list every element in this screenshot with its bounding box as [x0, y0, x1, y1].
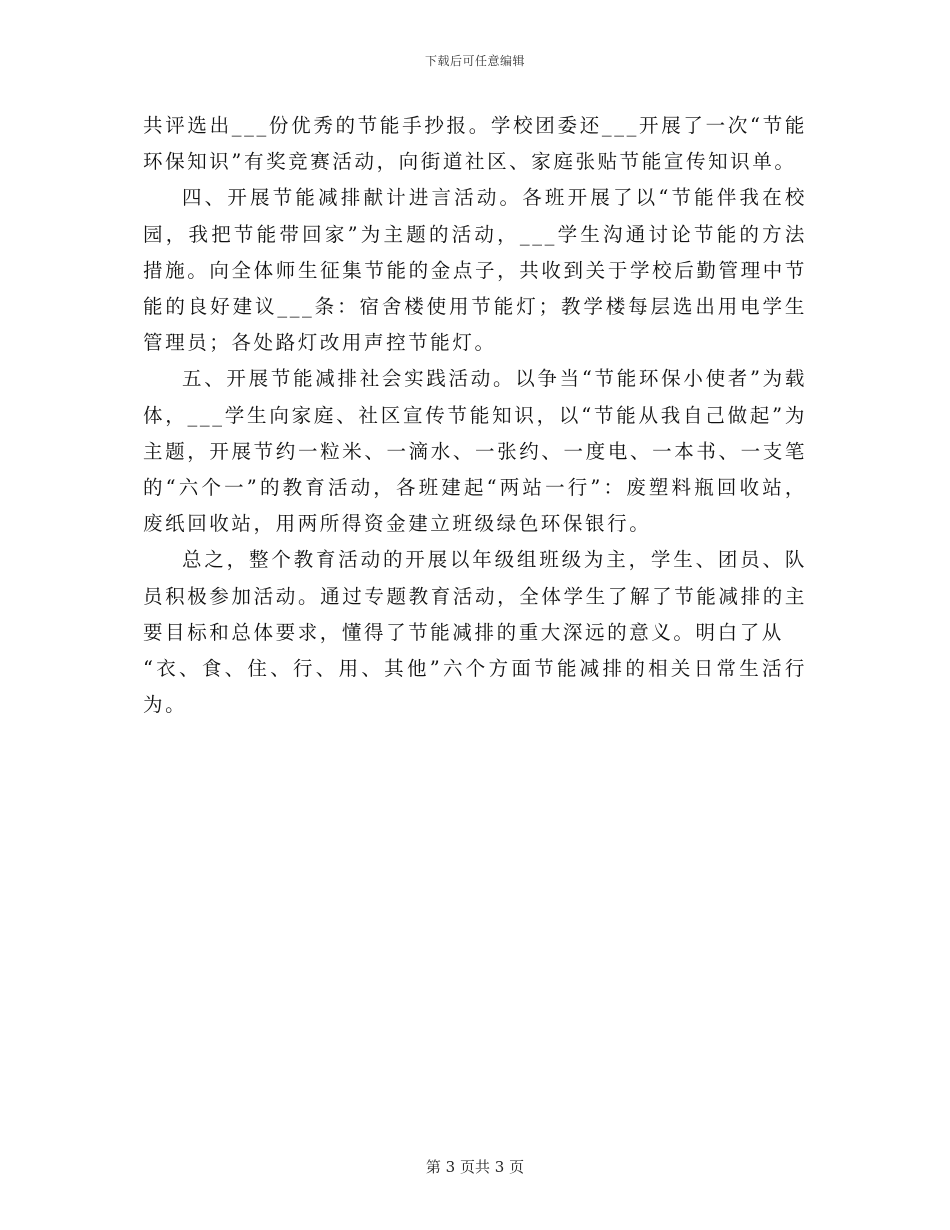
- paragraph-section-four: 四、开展节能减排献计进言活动。各班开展了以“节能伴我在校园，我把节能带回家”为主题的活动，___学生沟通讨论节能的方法措施。向全体师生征集节能的金点子，共收到关于学校后勤管理中节能的良好建议___条：宿舍楼使用节能灯；教学楼每层选出用电学生管理员；各处路灯改用声控节能灯。: [143, 186, 807, 355]
- page-header: 下载后可任意编辑: [424, 54, 525, 68]
- paragraph-continued: 共评选出___份优秀的节能手抄报。学校团委还___开展了一次“节能环保知识”有奖竞赛活动，向街道社区、家庭张贴节能宣传知识单。: [143, 114, 807, 174]
- paragraph-conclusion: 总之，整个教育活动的开展以年级组班级为主，学生、团员、队员积极参加活动。通过专题教育活动，全体学生了解了节能减排的主要目标和总体要求，懂得了节能减排的重大深远的意义。明白了从 “衣、食、住、行、用、其他”六个方面节能减排的相关日常生活行为。: [143, 548, 807, 717]
- page-footer: 第 3 页共 3 页: [425, 1158, 525, 1176]
- paragraph-section-five: 五、开展节能减排社会实践活动。以争当“节能环保小使者”为载体，___学生向家庭、社区宣传节能知识，以“节能从我自己做起”为主题，开展节约一粒米、一滴水、一张约、一度电、一本书、一支笔的“六个一”的教育活动，各班建起“两站一行”：废塑料瓶回收站，废纸回收站，用两所得资金建立班级绿色环保银行。: [143, 367, 807, 536]
- document-body: [143, 108, 807, 723]
